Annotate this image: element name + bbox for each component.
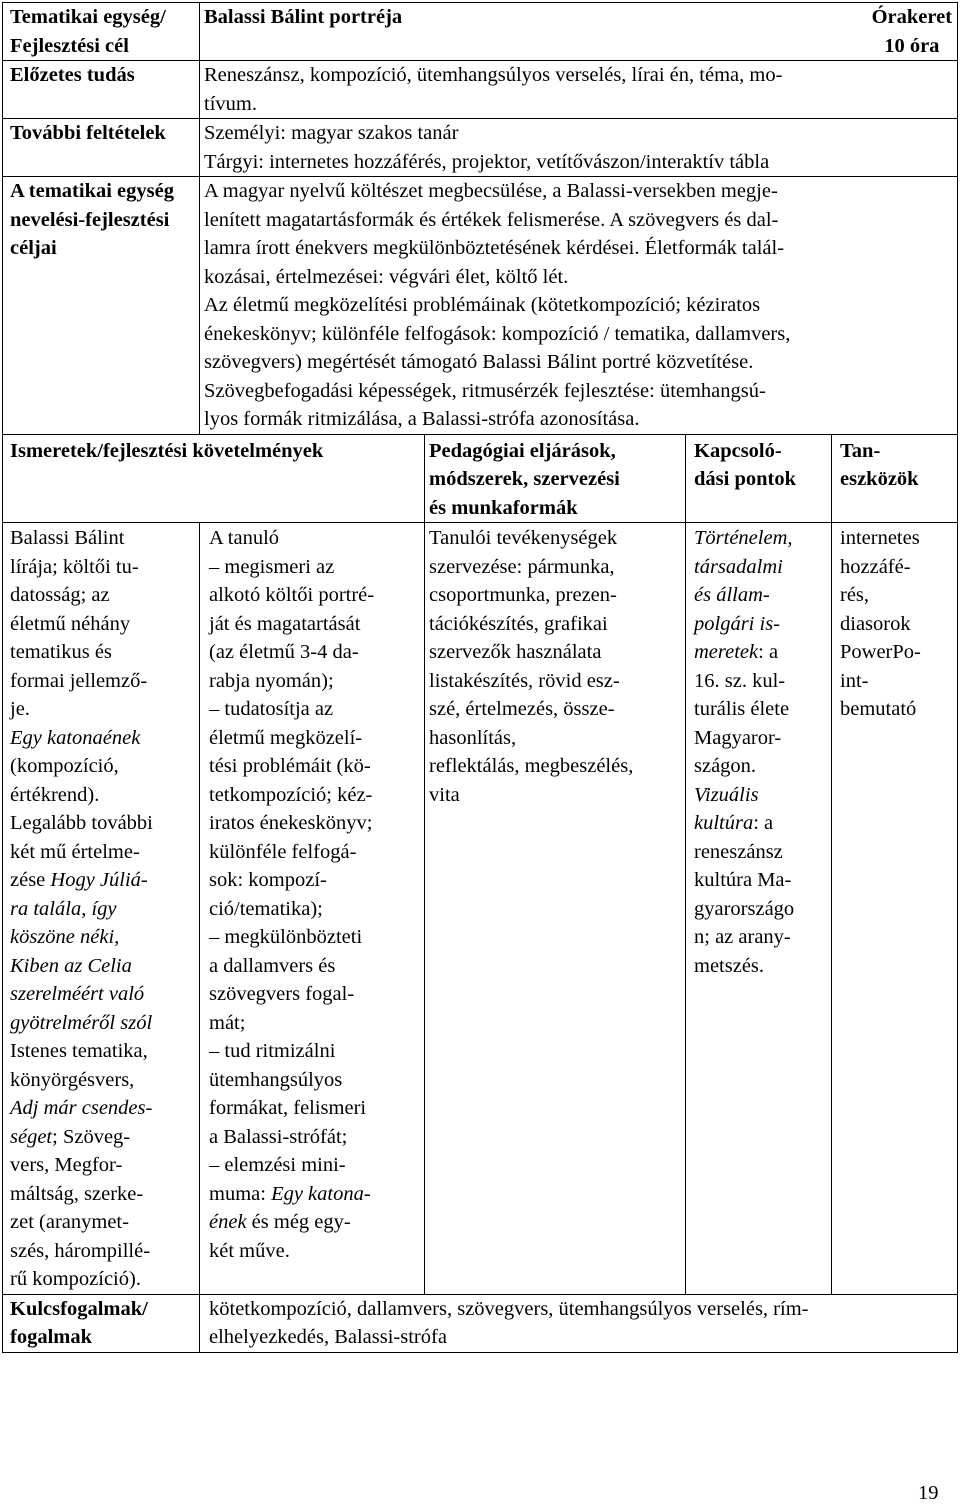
connections-lines xyxy=(694,524,826,980)
hours-block xyxy=(872,3,952,60)
plain-text: zése xyxy=(10,869,51,891)
text-line xyxy=(10,610,194,639)
goals-label xyxy=(3,177,200,435)
unit-label-cell xyxy=(3,3,200,61)
text-line xyxy=(10,838,194,867)
plain-text: metszés. xyxy=(694,954,765,977)
text-line xyxy=(209,1009,419,1038)
text-line xyxy=(694,638,826,667)
text-line xyxy=(694,752,826,781)
plain-text: tematikus és xyxy=(10,641,112,663)
text-line xyxy=(209,809,419,838)
row-key-concepts xyxy=(3,1294,958,1352)
unit-label-line: Fejlesztési cél xyxy=(10,34,129,57)
plain-text: turális élete xyxy=(694,698,790,720)
hours-label: Órakeret xyxy=(871,6,953,28)
row-goals xyxy=(3,177,958,435)
unit-label-line: Tematikai egység/ xyxy=(10,6,166,28)
prior-knowledge-label: Előzetes tudás xyxy=(3,61,200,119)
italic-text: köszöne néki, xyxy=(10,926,120,948)
text-line xyxy=(10,952,194,981)
text-line xyxy=(694,695,826,724)
plain-text: két mű értelme- xyxy=(10,840,140,863)
knowledge-cell xyxy=(3,523,200,1295)
hours-value: 10 óra xyxy=(884,34,940,57)
text-line xyxy=(694,610,826,639)
plain-text: életmű néhány xyxy=(10,612,131,635)
tools-line: bemutató xyxy=(840,698,917,720)
plain-text: életmű megközelí- xyxy=(209,726,363,749)
text-line xyxy=(10,1066,194,1095)
plain-text: reneszánsz xyxy=(694,840,783,863)
plain-text: Magyaror- xyxy=(694,726,782,749)
text-line xyxy=(209,1094,419,1123)
connections-cell xyxy=(686,523,832,1295)
text-line xyxy=(10,980,194,1009)
text-line xyxy=(10,752,194,781)
curriculum-table-wrapper xyxy=(2,2,957,1353)
plain-text: (kompozíció, xyxy=(10,755,119,777)
text-line xyxy=(10,581,194,610)
plain-text: ; Szöveg- xyxy=(52,1125,131,1148)
header-tools xyxy=(832,434,958,523)
tools-line: int- xyxy=(840,669,869,692)
header-tools-line: eszközök xyxy=(840,468,919,490)
plain-text: vers, Megfor- xyxy=(10,1154,123,1176)
row-prior-knowledge xyxy=(3,61,958,119)
text-line xyxy=(10,1265,194,1294)
further-conditions-cell xyxy=(200,119,958,177)
text-line xyxy=(10,1123,194,1152)
text-line xyxy=(209,1208,419,1237)
text-line xyxy=(10,866,194,895)
text-line xyxy=(694,667,826,696)
unit-title: Balassi Bálint portréja xyxy=(204,6,403,28)
text-line xyxy=(209,781,419,810)
plain-text: különféle felfogá- xyxy=(209,840,357,863)
tools-line: hozzáfé- xyxy=(840,555,911,578)
italic-text: ra talála, így xyxy=(10,897,117,920)
plain-text: lírája; költői tu- xyxy=(10,555,139,578)
tools-line: internetes xyxy=(840,527,920,549)
text-line xyxy=(209,1123,419,1152)
methods-line: csoportmunka, prezen- xyxy=(429,584,617,606)
text-line xyxy=(10,895,194,924)
plain-text: a dallamvers és xyxy=(209,954,336,977)
text-line xyxy=(694,809,826,838)
goals-line: lyos formák ritmizálása, a Balassi-strófa azonosítása. xyxy=(204,408,640,430)
prior-knowledge-line: Reneszánsz, kompozíció, ütemhangsúlyos verselés, lírai én, téma, mo- xyxy=(204,64,783,86)
tools-line: rés, xyxy=(840,584,870,606)
plain-text: iratos énekeskönyv; xyxy=(209,812,373,834)
plain-text: tési problémáit (kö- xyxy=(209,755,371,777)
italic-text: szerelméért való xyxy=(10,983,145,1005)
material-conditions: Tárgyi: internetes hozzáférés, projektor, vetítővászon/interaktív tábla xyxy=(204,150,770,173)
plain-text: Balassi Bálint xyxy=(10,527,125,549)
plain-text: : a xyxy=(753,812,774,834)
plain-text: (az életmű 3-4 da- xyxy=(209,641,359,663)
text-line xyxy=(209,952,419,981)
requirements-lines xyxy=(209,524,419,1265)
text-line xyxy=(209,1066,419,1095)
italic-text: gyötrelméről szól xyxy=(10,1011,153,1034)
text-line xyxy=(209,610,419,639)
text-line xyxy=(694,838,826,867)
text-line xyxy=(694,524,826,553)
text-line xyxy=(10,667,194,696)
text-line xyxy=(694,895,826,924)
row-column-headers xyxy=(3,434,958,523)
unit-title-cell xyxy=(200,3,958,61)
methods-line: szervezők használata xyxy=(429,641,602,663)
knowledge-lines xyxy=(10,524,194,1294)
plain-text: sok: kompozí- xyxy=(209,869,327,891)
plain-text: – tudatosítja az xyxy=(209,698,334,720)
tools-line: PowerPo- xyxy=(840,641,921,663)
text-line xyxy=(209,524,419,553)
text-line xyxy=(209,752,419,781)
page-number: 19 xyxy=(918,1482,939,1504)
text-line xyxy=(209,980,419,1009)
text-line xyxy=(10,1009,194,1038)
text-line xyxy=(10,1180,194,1209)
text-line xyxy=(10,1037,194,1066)
text-line xyxy=(694,952,826,981)
curriculum-table xyxy=(2,2,958,1353)
text-line xyxy=(209,667,419,696)
plain-text: gyarországo xyxy=(694,897,795,920)
italic-text: polgári is- xyxy=(694,612,780,635)
goals-label-line: A tematikai egység xyxy=(10,180,174,202)
plain-text: a Balassi-strófát; xyxy=(209,1125,348,1148)
italic-text: Adj már csendes- xyxy=(10,1097,153,1119)
header-tools-line: Tan- xyxy=(840,439,881,462)
row-content xyxy=(3,523,958,1295)
italic-text: Vizuális xyxy=(694,783,759,806)
plain-text: kultúra Ma- xyxy=(694,869,792,891)
text-line xyxy=(209,895,419,924)
plain-text: könyörgésvers, xyxy=(10,1068,135,1091)
plain-text: alkotó költői portré- xyxy=(209,584,375,606)
text-line xyxy=(694,581,826,610)
text-line xyxy=(209,1151,419,1180)
plain-text: je. xyxy=(10,698,30,720)
plain-text: és még egy- xyxy=(246,1211,351,1233)
key-concepts-line: elhelyezkedés, Balassi-strófa xyxy=(209,1326,447,1348)
header-connections xyxy=(686,434,832,523)
header-connections-line: dási pontok xyxy=(694,468,796,490)
text-line xyxy=(10,524,194,553)
plain-text: – tud ritmizálni xyxy=(209,1040,336,1062)
plain-text: ütemhangsúlyos xyxy=(209,1068,343,1091)
italic-text: meretek xyxy=(694,641,759,663)
goals-cell xyxy=(200,177,958,435)
plain-text: 16. sz. kul- xyxy=(694,669,786,692)
text-line xyxy=(209,866,419,895)
goals-label-line: nevelési-fejlesztési xyxy=(10,208,170,231)
italic-text: séget xyxy=(10,1125,53,1148)
header-requirements: Ismeretek/fejlesztési követelmények xyxy=(3,434,425,523)
plain-text: szés, hárompillé- xyxy=(10,1239,151,1262)
prior-knowledge-cell xyxy=(200,61,958,119)
text-line xyxy=(209,1237,419,1266)
plain-text: szágon. xyxy=(694,755,757,777)
header-methods xyxy=(425,434,686,523)
personal-conditions: Személyi: magyar szakos tanár xyxy=(204,122,459,144)
plain-text: n; az arany- xyxy=(694,926,791,948)
italic-text: Egy katonaének xyxy=(10,726,141,749)
text-line xyxy=(10,809,194,838)
plain-text: muma: xyxy=(209,1182,272,1205)
plain-text: Istenes tematika, xyxy=(10,1040,148,1062)
plain-text: máltság, szerke- xyxy=(10,1182,144,1205)
methods-line: szervezése: pármunka, xyxy=(429,555,615,578)
plain-text: ját és magatartását xyxy=(209,612,361,635)
plain-text: szövegvers fogal- xyxy=(209,983,355,1005)
plain-text: datosság; az xyxy=(10,584,110,606)
italic-text: ének xyxy=(209,1211,247,1233)
goals-line: kozásai, értelmezései: végvári élet, költő lét. xyxy=(204,265,569,288)
text-line xyxy=(694,724,826,753)
plain-text: Legalább további xyxy=(10,812,153,834)
text-line xyxy=(10,553,194,582)
plain-text: ció/tematika); xyxy=(209,897,323,920)
text-line xyxy=(209,695,419,724)
methods-line: szé, értelmezés, össze- xyxy=(429,698,615,720)
text-line xyxy=(209,838,419,867)
goals-label-line: céljai xyxy=(10,237,57,259)
goals-line: szövegvers) megértését támogató Balassi Bálint portré közvetítése. xyxy=(204,351,754,373)
text-line xyxy=(694,781,826,810)
methods-cell xyxy=(425,523,686,1295)
text-line xyxy=(209,1037,419,1066)
italic-text: társadalmi xyxy=(694,555,783,578)
key-concepts-cell xyxy=(200,1294,958,1352)
key-concepts-label-line: fogalmak xyxy=(10,1326,92,1348)
goals-line: A magyar nyelvű költészet megbecsülése, a Balassi-versekben megje- xyxy=(204,180,778,202)
key-concepts-label xyxy=(3,1294,200,1352)
plain-text: tetkompozíció; kéz- xyxy=(209,783,373,806)
text-line xyxy=(10,781,194,810)
text-line xyxy=(10,923,194,952)
plain-text: mát; xyxy=(209,1011,246,1034)
plain-text: – elemzési mini- xyxy=(209,1154,346,1176)
text-line xyxy=(209,724,419,753)
text-line xyxy=(10,1094,194,1123)
italic-text: és állam- xyxy=(694,584,770,606)
key-concepts-line: kötetkompozíció, dallamvers, szövegvers, ütemhangsúlyos verselés, rím- xyxy=(209,1297,809,1320)
text-line xyxy=(10,1151,194,1180)
key-concepts-label-line: Kulcsfogalmak/ xyxy=(10,1297,148,1320)
plain-text: rabja nyomán); xyxy=(209,669,334,692)
italic-text: kultúra xyxy=(694,812,754,834)
italic-text: Történelem, xyxy=(694,527,793,549)
plain-text: A tanuló xyxy=(209,527,280,549)
further-conditions-label: További feltételek xyxy=(3,119,200,177)
requirements-cell xyxy=(200,523,425,1295)
plain-text: – megismeri az xyxy=(209,555,335,578)
plain-text: formai jellemző- xyxy=(10,669,148,692)
text-line xyxy=(10,724,194,753)
plain-text: – megkülönbözteti xyxy=(209,926,363,948)
plain-text: két műve. xyxy=(209,1239,290,1262)
methods-line: hasonlítás, xyxy=(429,726,517,749)
row-unit-title xyxy=(3,3,958,61)
goals-line: énekeskönyv; különféle felfogások: kompozíció / tematika, dallamvers, xyxy=(204,322,791,345)
text-line xyxy=(10,1237,194,1266)
text-line xyxy=(694,923,826,952)
text-line xyxy=(694,866,826,895)
header-methods-line: és munkaformák xyxy=(429,496,578,519)
text-line xyxy=(209,581,419,610)
text-line xyxy=(209,1180,419,1209)
goals-line: Szövegbefogadási képességek, ritmusérzék fejlesztése: ütemhangsú- xyxy=(204,379,766,402)
header-connections-line: Kapcsoló- xyxy=(694,439,782,462)
header-methods-line: módszerek, szervezési xyxy=(429,468,620,490)
tools-cell xyxy=(832,523,958,1295)
methods-line: reflektálás, megbeszélés, xyxy=(429,755,634,777)
plain-text: zet (aranymet- xyxy=(10,1211,129,1233)
plain-text: : a xyxy=(758,641,779,663)
text-line xyxy=(10,695,194,724)
row-further-conditions xyxy=(3,119,958,177)
goals-line: Az életmű megközelítési problémáinak (kötetkompozíció; kéziratos xyxy=(204,294,761,316)
text-line xyxy=(694,553,826,582)
plain-text: rű kompozíció). xyxy=(10,1268,141,1290)
text-line xyxy=(209,638,419,667)
italic-text: Egy katona- xyxy=(271,1182,371,1205)
text-line xyxy=(10,638,194,667)
text-line xyxy=(209,923,419,952)
text-line xyxy=(10,1208,194,1237)
methods-line: vita xyxy=(429,783,460,806)
plain-text: formákat, felismeri xyxy=(209,1097,367,1119)
prior-knowledge-line: tívum. xyxy=(204,92,257,115)
header-methods-line: Pedagógiai eljárások, xyxy=(429,439,616,462)
italic-text: Kiben az Celia xyxy=(10,954,132,977)
text-line xyxy=(209,553,419,582)
goals-line: lenített magatartásformák és értékek felismerése. A szövegvers és dal- xyxy=(204,208,779,231)
plain-text: értékrend). xyxy=(10,783,100,806)
tools-line: diasorok xyxy=(840,612,911,635)
goals-line: lamra írott énekvers megkülönböztetésének kérdései. Életformák talál- xyxy=(204,237,785,259)
methods-line: Tanulói tevékenységek xyxy=(429,527,618,549)
italic-text: Hogy Júliá- xyxy=(50,869,148,891)
methods-line: listakészítés, rövid esz- xyxy=(429,669,620,692)
methods-line: tációkészítés, grafikai xyxy=(429,612,608,635)
